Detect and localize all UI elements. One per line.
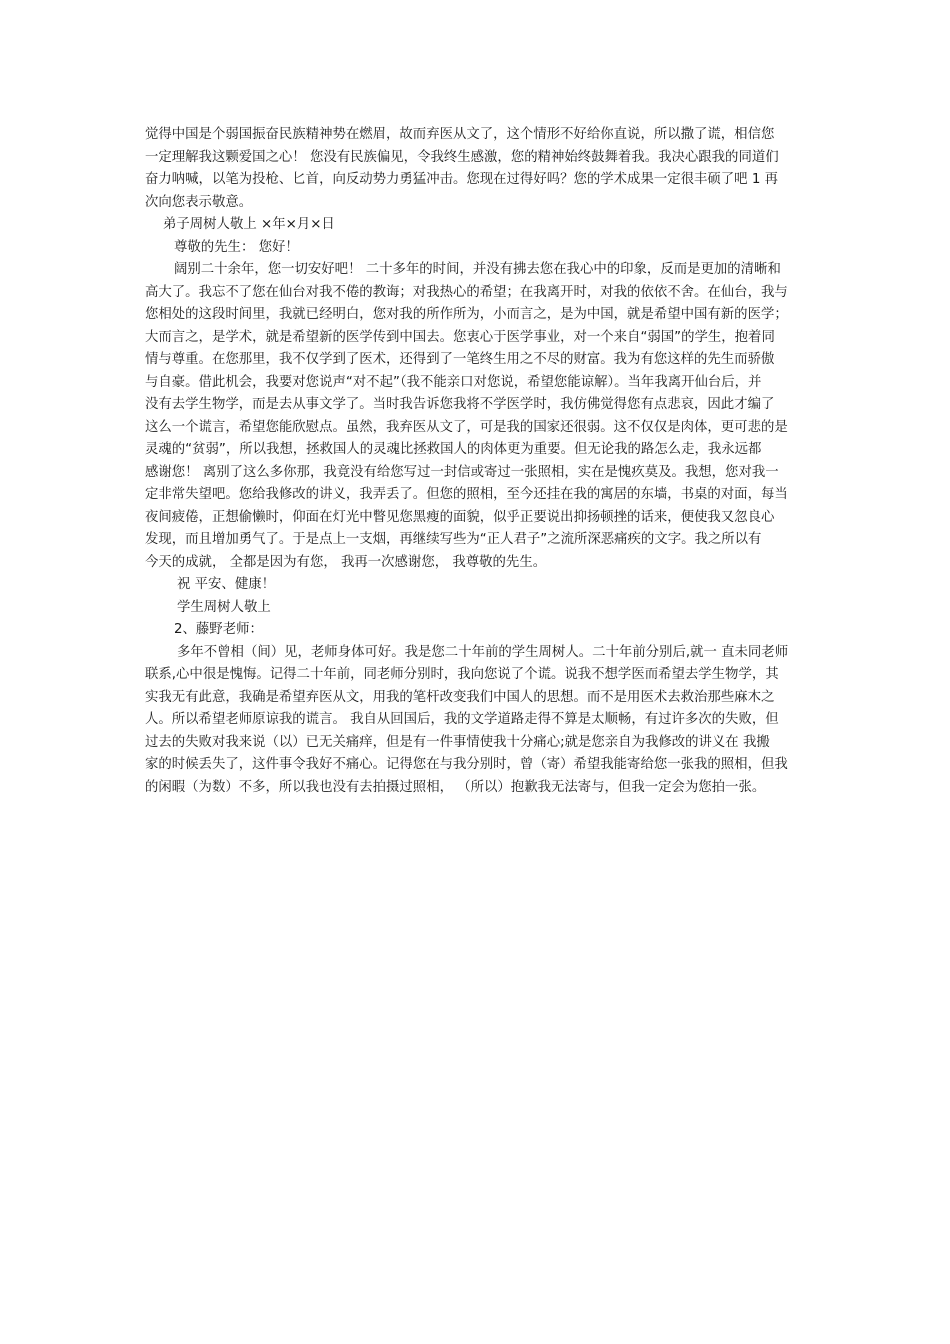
text-line: 高大了。我忘不了您在仙台对我不倦的教诲；对我热心的希望；在我离开时，对我的依依不舍。在仙台，我与 [145, 284, 788, 300]
text-line: 情与尊重。在您那里，我不仅学到了医术，还得到了一笔终生用之不尽的财富。我为有您这样的先生而骄傲 [145, 352, 775, 367]
text-line: 奋力呐喊，以笔为投枪、匕首，向反动势力勇猛冲击。您现在过得好吗？您的学术成果一定很丰硕了吧 1 再 [145, 172, 778, 187]
text-line: 尊敬的先生： 您好！ [174, 239, 299, 255]
document-body [145, 124, 810, 799]
text-line: 弟子周树人敬上 ×年×月×日 [163, 217, 335, 232]
text-line: 大而言之，是学术，就是希望新的医学传到中国去。您衷心于医学事业，对一个来自“弱国”的学生，抱着同 [145, 329, 775, 345]
text-line: 联系,心中很是愧悔。记得二十年前，同老师分别时，我向您说了个谎。说我不想学医而希望去学生物学，其 [145, 667, 779, 682]
text-line: 过去的失败对我来说（以）已无关痛痒，但是有一件事情使我十分痛心;就是您亲自为我修改的讲义在 我搬 [145, 734, 770, 750]
text-line: 觉得中国是个弱国振奋民族精神势在燃眉，故而弃医从文了，这个情形不好给你直说，所以撒了谎，相信您 [145, 127, 775, 142]
text-line: 次向您表示敬意。 [145, 194, 253, 210]
text-line: 与自豪。借此机会，我要对您说声“对不起”（我不能亲口对您说，希望您能谅解）。当年我离开仙台后，并 [145, 374, 762, 390]
text-line: 您相处的这段时间里，我就已经明白，您对我的所作所为，小而言之，是为中国，就是希望中国有新的医学； [145, 307, 788, 322]
text-line: 学生周树人敬上 [177, 599, 271, 615]
text-line: 家的时候丢失了，这件事令我好不痛心。记得您在与我分别时，曾（寄）希望我能寄给您一张我的照相，但我 [145, 757, 788, 772]
text-line: 2、藤野老师： [174, 622, 263, 637]
text-line: 多年不曾相（间）见，老师身体可好。我是您二十年前的学生周树人。二十年前分别后,就一 直未同老师 [177, 644, 789, 660]
text-line: 这么一个谎言，希望您能欣慰点。虽然，我弃医从文了，可是我的国家还很弱。这不仅仅是肉体，更可悲的是 [145, 419, 788, 435]
text-line: 祝 平安、健康！ [177, 577, 275, 592]
text-line: 灵魂的“贫弱”，所以我想，拯救国人的灵魂比拯救国人的肉体更为重要。但无论我的路怎么走，我永远都 [145, 442, 762, 457]
text-line: 阔别二十余年，您一切安好吧！ 二十多年的时间，并没有拂去您在我心中的印象，反而是更加的清晰和 [174, 262, 781, 277]
text-line: 定非常失望吧。您给我修改的讲义，我弄丢了。但您的照相，至今还挂在我的寓居的东墙，书桌的对面，每当 [145, 487, 788, 502]
text-line: 人。所以希望老师原谅我的谎言。 我自从回国后，我的文学道路走得不算是太顺畅，有过许多次的失败，但 [145, 712, 779, 727]
text-line: 今天的成就， 全都是因为有您， 我再一次感谢您， 我尊敬的先生。 [145, 554, 547, 570]
text-line: 感谢您！ 离别了这么多你那，我竟没有给您写过一封信或寄过一张照相，实在是愧疚莫及。我想，您对我一 [145, 464, 779, 480]
text-line: 的闲暇（为数）不多，所以我也没有去拍摄过照相， （所以）抱歉我无法寄与，但我一定会为您拍一张。 [145, 779, 766, 795]
text-line: 夜间疲倦，正想偷懒时，仰面在灯光中瞥见您黑瘦的面貌，似乎正要说出抑扬顿挫的话来，便使我又忽良心 [145, 509, 775, 525]
text-line: 发现，而且增加勇气了。于是点上一支烟，再继续写些为“正人君子”之流所深恶痛疾的文字。我之所以有 [145, 532, 762, 547]
text-line: 实我无有此意，我确是希望弃医从文，用我的笔杆改变我们中国人的思想。而不是用医术去救治那些麻木之 [145, 689, 775, 705]
text-line: 一定理解我这颗爱国之心！ 您没有民族偏见，令我终生感激，您的精神始终鼓舞着我。我决心跟我的同道们 [145, 149, 779, 165]
text-line: 没有去学生物学，而是去从事文学了。当时我告诉您我将不学医学时，我仿佛觉得您有点悲哀，因此才编了 [145, 397, 775, 412]
